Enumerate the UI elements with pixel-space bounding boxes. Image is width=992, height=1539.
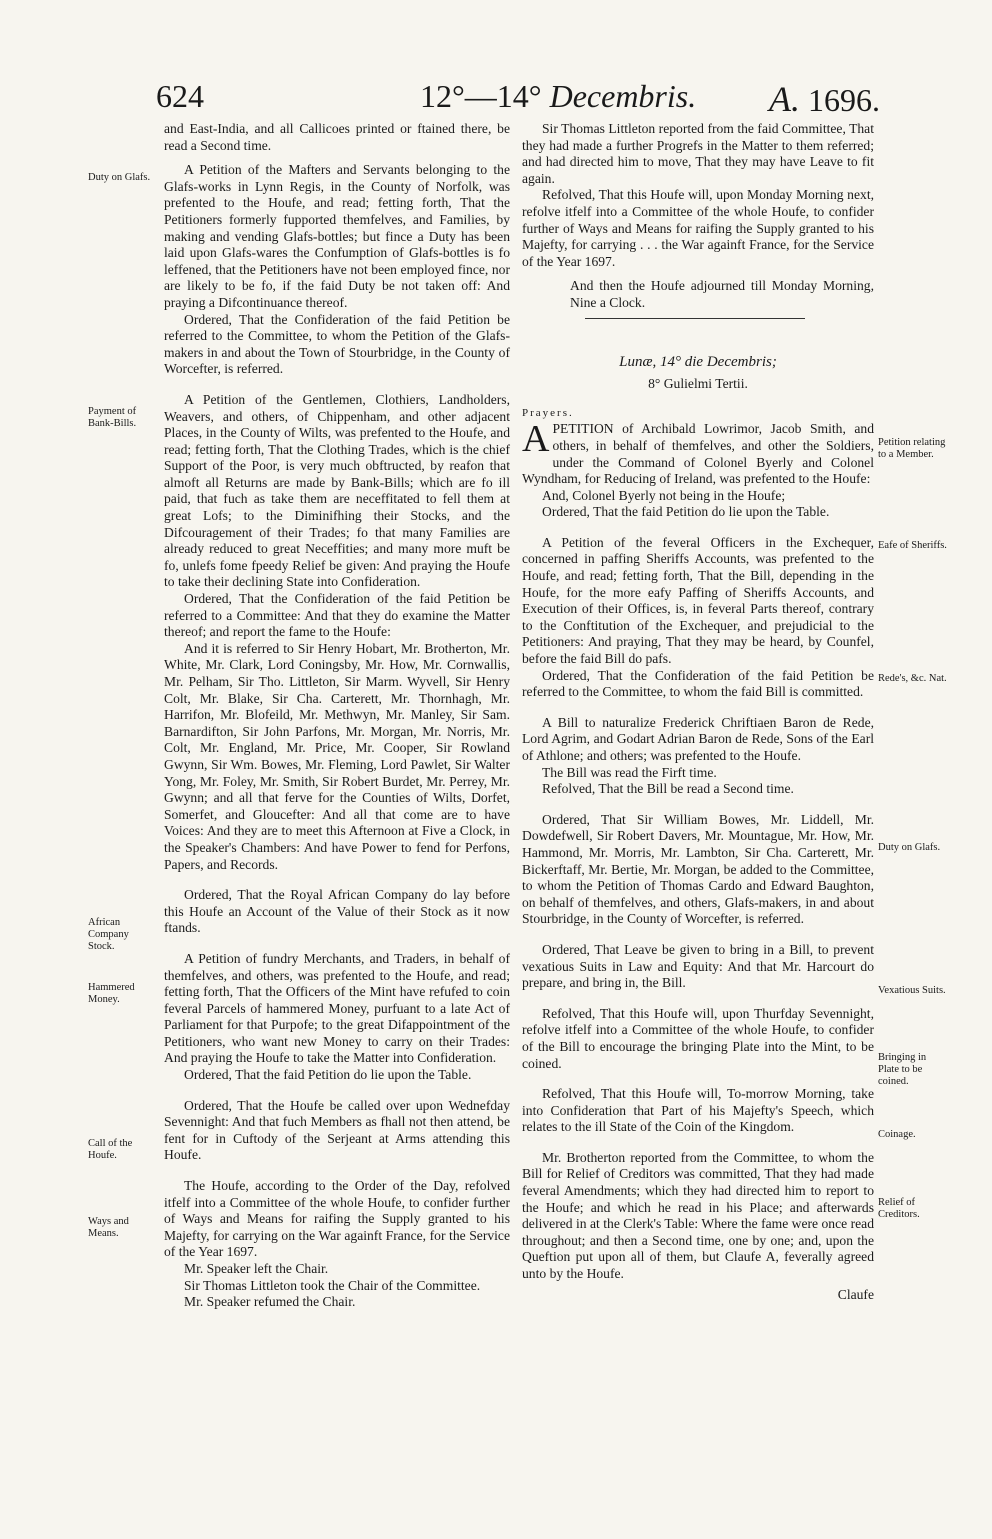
regnal-year: 8° Gulielmi Tertii. (648, 376, 748, 392)
paragraph: A Petition of the Gentlemen, Clothiers, Landholders, Weavers, and others, of Chippenham, and other adjacent Places, in the County of Wilts, was prefented to the Houfe, and read; fetting forth, That the Clothing Trades, which is the chief Support of the Poor, is very much obftructed, by reafon that almoft all Returns are made by Bank-Bills; which are fo ill paid, that fuch as take them are neceffitated to fell them at great Lofs; to the Diminifhing their Stocks, and the Difcouragement of their Trades; fo that many Families are already reduced to great Neceffities; and many more muft be fo, unlefs fome fpeedy Relief be given: And praying the Houfe to take their declining State into Confideration. (164, 391, 510, 590)
margin-note: Ways and Means. (88, 1216, 129, 1239)
header-year: A. 1696. (769, 79, 880, 119)
margin-note: Vexatious Suits. (878, 985, 946, 996)
paragraph: The Houfe, according to the Order of the Day, refolved itfelf into a Committee of the whole Houfe, to confider further of Ways and Means for raifing the Supply granted to his Majefty, for carrying on the War againft France, for the Service of the Year 1697. (164, 1178, 510, 1260)
paragraph: Sir Thomas Littleton took the Chair of the Committee. (184, 1277, 481, 1293)
paragraph: Ordered, That the Confideration of the faid Petition be referred to the Committee, to whom the Petition of the Glafs-makers in and about the Town of Stourbridge, in the County of Worcefter, is referred. (164, 311, 510, 377)
paragraph: A Petition of the Mafters and Servants belonging to the Glafs-works in Lynn Regis, in the County of Norfolk, was prefented to the Houfe, and read; fetting forth, That the Petitioners formerly fupported themfelves, and Families, by making and vending Glafs-bottles; but fince a Duty has been laid upon Glafs-wares the Confumption of Glafs-bottles is fo leffened, that the Petitioners have not been employed fince, nor are likely to be fo, if the faid Duty be not taken off: And praying a Difcontinuance thereof. (164, 162, 510, 310)
right-column (522, 121, 874, 1303)
page-number: 624 (156, 78, 204, 114)
paragraph: And it is referred to Sir Henry Hobart, Mr. Brotherton, Mr. White, Mr. Clark, Lord Coningsby, Mr. How, Mr. Cornwallis, Mr. Pelham, Sir Tho. Littleton, Sir Marm. Wyvell, Sir Henry Colt, Mr. Blake, Sir Cha. Carterett, Mr. Thornhagh, Mr. Harrifon, Mr. Blofeild, Mr. Methwyn, Mr. Manley, Sir Sam. Barnardifton, Sir John Parfons, Mr. Morgan, Mr. Norris, Mr. Colt, Mr. England, Mr. Price, Mr. Cooper, Sir Rowland Gwynn, Sir Wm. Bowes, Mr. Fleming, Lord Pawlet, Sir Walter Yong, Mr. Foley, Mr. Smith, Sir Robert Burdet, Mr. Perrey, Mr. Gwynn; and all that ferve for the Counties of Wilts, Dorfet, Somerfet, and Gloucefter: And all that come are to have Voices: And they are to meet this Afternoon at Five a Clock, in the Speaker's Chambers: And have Power to fend for Perfons, Papers, and Records. (164, 640, 510, 872)
adjournment: And then the Houfe adjourned till Monday Morning, Nine a Clock. (570, 278, 874, 310)
paragraph: Refolved, That this Houfe will, To-morrow Morning, take into Confideration that Part of his Majefty's Speech, which relates to the ill State of the Coin of the Kingdom. (522, 1086, 874, 1135)
paragraph: Ordered, That the Confideration of the faid Petition be referred to the Committee, to whom the faid Bill is committed. (522, 667, 874, 700)
margin-note: Duty on Glafs. (878, 842, 941, 853)
header-date: 12°—14° Decembris. (420, 78, 697, 114)
margin-note: Rede's, &c. Nat. (878, 673, 947, 684)
paragraph: APETITION of Archibald Lowrimor, Jacob Smith, and others, in behalf of themfelves, and other the Soldiers, under the Command of Colonel Byerly and Colonel Wyndham, for Reducing of Ireland, was prefented to the Houfe: (522, 418, 874, 487)
paragraph: Ordered, That the Royal African Company do lay before this Houfe an Account of the Value of their Stock as it now ftands. (164, 887, 510, 936)
paragraph: Mr. Speaker left the Chair. (184, 1261, 329, 1276)
margin-note: Hammered Money. (88, 982, 135, 1005)
margin-note: Call of the Houfe. (88, 1138, 133, 1161)
margin-note: Payment of Bank-Bills. (88, 406, 137, 429)
page-header (150, 78, 890, 118)
catchword: Claufe (837, 1286, 874, 1302)
paragraph: Ordered, That the Confideration of the faid Petition be referred to a Committee: And that they do examine the Matter thereof; and report the fame to the Houfe: (164, 591, 510, 640)
paragraph: A Petition of the feveral Officers in the Exchequer, concerned in paffing Sheriffs Accounts, was prefented to the Houfe, and read; fetting forth, That the Bill, depending in the Houfe, for the more eafy Paffing of Sheriffs Accounts, and Execution of their Offices, is, in feveral Parts thereof, contrary to the Conftitution of the Exchequer, and prejudicial to the Petitioners: And praying, That they may be heard, by Counfel, before the faid Bill do pafs. (522, 534, 874, 667)
paragraph: Ordered, That the Houfe be called over upon Wednefday Sevennight: And that fuch Members as fhall not then attend, be fent for in Cuftody of the Serjeant at Arms attending this Houfe. (164, 1097, 510, 1163)
left-column (164, 121, 510, 1311)
margin-note: Coinage. (878, 1129, 916, 1140)
drop-cap: A (522, 418, 550, 461)
paragraph: And, Colonel Byerly not being in the Houfe; (542, 487, 786, 503)
paragraph: Sir Thomas Littleton reported from the faid Committee, That they had made a further Progrefs in the Matter to them referred; and had directed him to move, That they may have Leave to fit again. (522, 121, 874, 186)
paragraph: Refolved, That this Houfe will, upon Thurfday Sevennight, refolve itfelf into a Committee of the whole Houfe, to confider of the Bill to encourage the bringing Plate into the Mint, to be coined. (522, 1005, 874, 1071)
prayers-heading: Prayers. (522, 406, 574, 419)
paragraph: Ordered, That the faid Petition do lie upon the Table. (542, 504, 830, 520)
paragraph: The Bill was read the Firft time. (542, 764, 717, 780)
margin-note: African Company Stock. (88, 917, 129, 952)
paragraph: Mr. Speaker refumed the Chair. (184, 1294, 356, 1310)
margin-note: Duty on Glafs. (88, 172, 151, 183)
paragraph: A Petition of fundry Merchants, and Traders, in behalf of themfelves, and others, was prefented to the Houfe, and read; fetting forth, That the Officers of the Mint have refufed to coin feveral Parcels of hammered Money, purfuant to a late Act of Parliament for that Purpofe; to the great Difappointment of the Petitioners, who want new Money to carry on their Trades: And praying the Houfe to take the Matter into Confideration. (164, 950, 510, 1066)
paragraph: Refolved, That this Houfe will, upon Monday Morning next, refolve itfelf into a Committee of the whole Houfe, to confider further of Ways and Means for raifing the Supply granted to his Majefty, for carrying . . . the War againft France, for the Service of the Year 1697. (522, 187, 874, 269)
paragraph: Ordered, That the faid Petition do lie upon the Table. (184, 1067, 472, 1083)
margin-note: Petition relating to a Member. (878, 437, 946, 460)
margin-note: Eafe of Sheriffs. (878, 540, 947, 551)
section-divider (585, 318, 805, 319)
margin-note: Bringing in Plate to be coined. (878, 1052, 927, 1087)
paragraph: Refolved, That the Bill be read a Second time. (542, 781, 794, 797)
margin-note: Relief of Creditors. (878, 1197, 920, 1220)
paragraph: Mr. Brotherton reported from the Committee, to whom the Bill for Relief of Creditors was committed, That they had made feveral Amendments; which they had directed him to report to the Houfe; and which he read in his Place; and afterwards delivered in at the Clerk's Table: Where the fame were once read throughout; and then a Second time, one by one; and, upon the Queftion put upon all of them, but Claufe A, feverally agreed unto by the Houfe. (522, 1149, 874, 1282)
day-heading: Lunæ, 14° die Decembris; (619, 353, 777, 370)
paragraph: Ordered, That Sir William Bowes, Mr. Liddell, Mr. Dowdefwell, Sir Robert Davers, Mr. Mountague, Mr. How, Mr. Hammond, Mr. Morris, Mr. Lambton, Sir Cha. Carterett, Mr. Bickerftaff, Mr. Bertie, Mr. Morgan, be added to the Committee, to whom the Petition of Thomas Cardo and Edward Baughton, on behalf of themfelves, and others, Glafs-makers, in and about Stourbridge, in the County of Worcefter, is referred. (522, 811, 874, 927)
paragraph: A Bill to naturalize Frederick Chriftiaen Baron de Rede, Lord Agrim, and Godart Adrian Baron de Rede, Sons of the Earl of Athlone; and others; was prefented to the Houfe. (522, 714, 874, 763)
paragraph: Ordered, That Leave be given to bring in a Bill, to prevent vexatious Suits in Law and Equity: And that Mr. Harcourt do prepare, and bring in, the Bill. (522, 941, 874, 991)
paragraph: and East-India, and all Callicoes printed or ftained there, be read a Second time. (164, 121, 510, 153)
